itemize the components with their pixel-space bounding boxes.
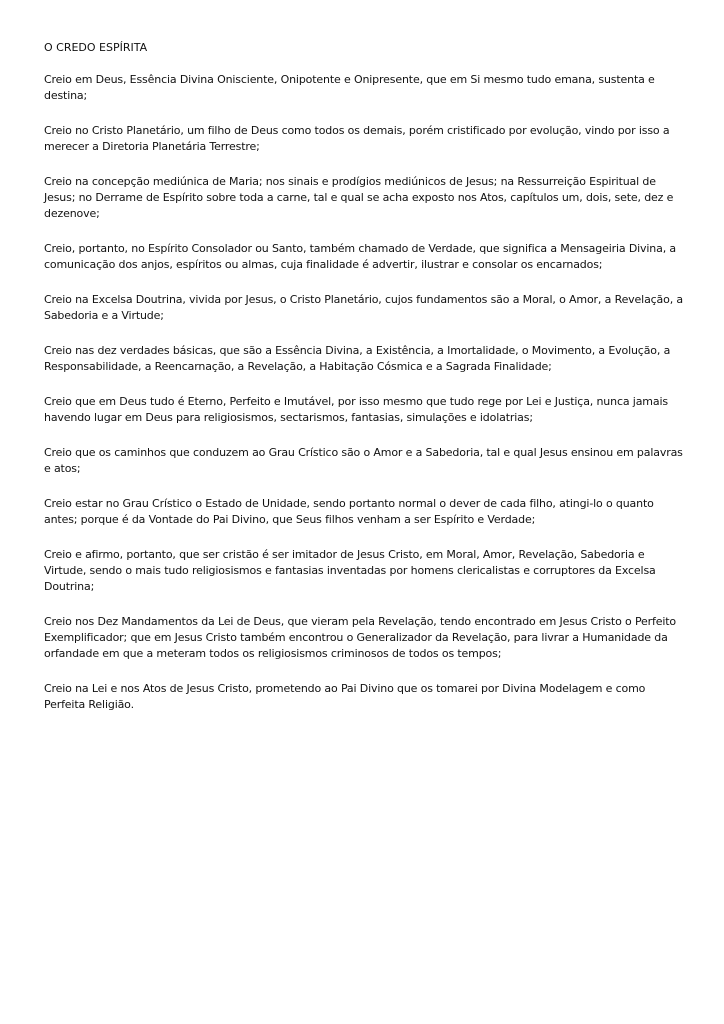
paragraph-3: Creio na concepção mediúnica de Maria; nos sinais e prodígios mediúnicos de Jesus; na Ressurreição Espiritual de Jesus; no Derrame de Espírito sobre toda a carne, tal e qual se acha exposto nos Atos, capítulos um, dois, sete, dez e dezenove;: [44, 175, 674, 220]
paragraph-11: Creio nos Dez Mandamentos da Lei de Deus, que vieram pela Revelação, tendo encontrado em Jesus Cristo o Perfeito Exemplificador; que em Jesus Cristo também encontrou o Generalizador da Revelação, para livrar a Humanidade da orfandade em que a meteram todos os religiosismos criminosos de todos os tempos;: [44, 615, 677, 660]
paragraph-7: Creio que em Deus tudo é Eterno, Perfeito e Imutável, por isso mesmo que tudo rege por Lei e Justiça, nunca jamais havendo lugar em Deus para religiosismos, sectarismos, fantasias, simulações e idolatrias;: [44, 395, 668, 424]
document-title: O CREDO ESPÍRITA: [44, 41, 148, 54]
paragraph-1: Creio em Deus, Essência Divina Onisciente, Onipotente e Onipresente, que em Si mesmo tudo emana, sustenta e destina;: [44, 73, 655, 102]
paragraph-5: Creio na Excelsa Doutrina, vivida por Jesus, o Cristo Planetário, cujos fundamentos são a Moral, o Amor, a Revelação, a Sabedoria e a Virtude;: [44, 293, 684, 322]
document-page: [44, 40, 689, 732]
paragraph-9: Creio estar no Grau Crístico o Estado de Unidade, sendo portanto normal o dever de cada filho, atingi-lo o quanto antes; porque é da Vontade do Pai Divino, que Seus filhos venham a ser Espírito e Verdade;: [44, 497, 654, 526]
paragraph-6: Creio nas dez verdades básicas, que são a Essência Divina, a Existência, a Imortalidade, o Movimento, a Evolução, a Responsabilidade, a Reencarnação, a Revelação, a Habitação Cósmica e a Sagrada Finalidade;: [44, 344, 671, 373]
paragraph-4: Creio, portanto, no Espírito Consolador ou Santo, também chamado de Verdade, que significa a Mensageiria Divina, a comunicação dos anjos, espíritos ou almas, cuja finalidade é advertir, ilustrar e consolar os encarnados;: [44, 242, 677, 271]
paragraph-12: Creio na Lei e nos Atos de Jesus Cristo, prometendo ao Pai Divino que os tomarei por Divina Modelagem e como Perfeita Religião.: [44, 682, 646, 711]
paragraph-2: Creio no Cristo Planetário, um filho de Deus como todos os demais, porém cristificado por evolução, vindo por isso a merecer a Diretoria Planetária Terrestre;: [44, 124, 670, 153]
paragraph-10: Creio e afirmo, portanto, que ser cristão é ser imitador de Jesus Cristo, em Moral, Amor, Revelação, Sabedoria e Virtude, sendo o mais tudo religiosismos e fantasias inventadas por homens clericalistas e corruptores da Excelsa Doutrina;: [44, 548, 656, 593]
paragraph-8: Creio que os caminhos que conduzem ao Grau Crístico são o Amor e a Sabedoria, tal e qual Jesus ensinou em palavras e atos;: [44, 446, 683, 475]
